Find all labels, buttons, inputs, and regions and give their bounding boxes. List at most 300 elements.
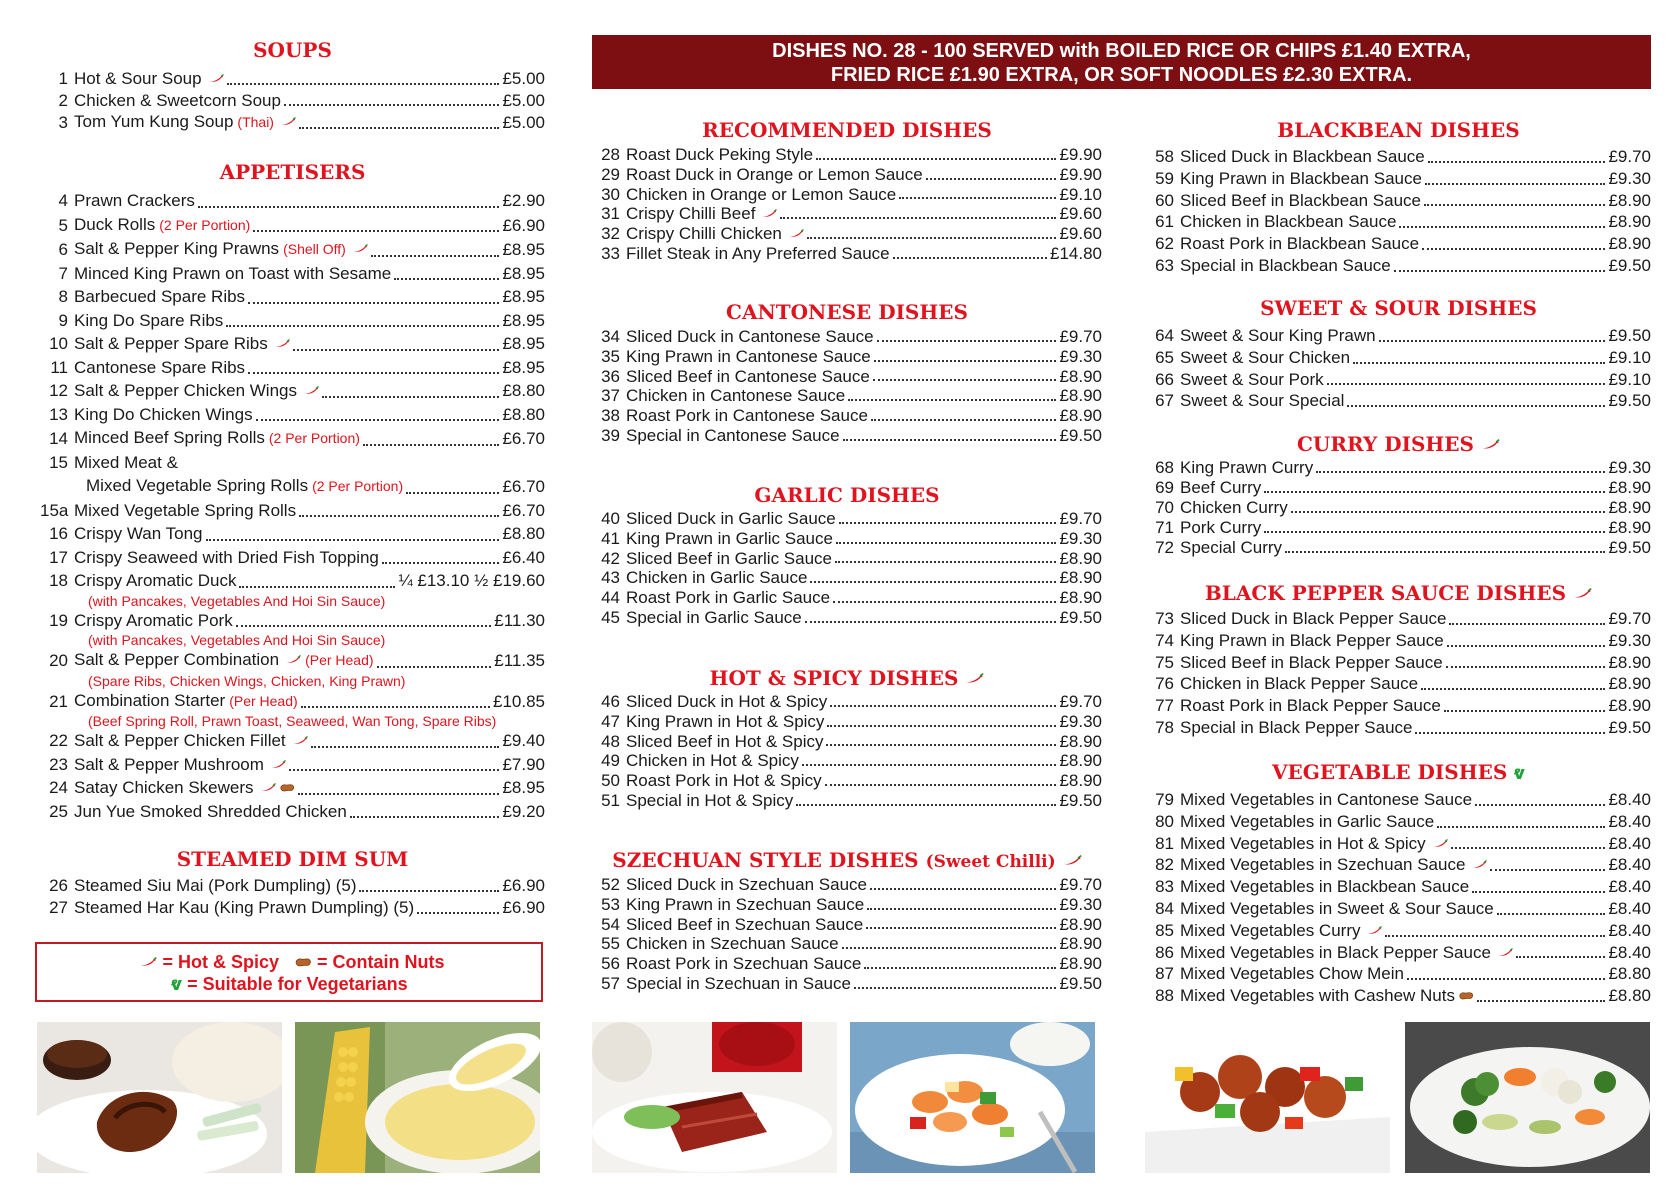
item-name: Sliced Beef in Szechuan Sauce (626, 914, 864, 934)
leader-dots (1472, 891, 1605, 893)
item-name: Special in Szechuan in Sauce (626, 973, 851, 993)
leader-dots (1407, 978, 1605, 980)
menu-item (1146, 695, 1651, 717)
item-price: £5.00 (502, 69, 545, 88)
leader-dots (377, 666, 492, 668)
item-number: 82 (1155, 855, 1174, 875)
banner-line-2: FRIED RICE £1.90 EXTRA, OR SOFT NOODLES £2.30 EXTRA. (830, 64, 1413, 86)
item-name-text: Mixed Vegetables with Cashew Nuts (1180, 986, 1455, 1006)
menu-item (1146, 478, 1651, 498)
item-number: 35 (601, 346, 620, 366)
leader-dots (394, 278, 499, 280)
leader-dots (1385, 935, 1605, 937)
item-price: £9.30 (1059, 711, 1102, 731)
item-price: £7.90 (502, 754, 545, 774)
menu-item (1146, 898, 1651, 920)
item-price: £6.90 (502, 215, 545, 235)
leader-dots (382, 562, 500, 564)
item-note: (Thai) (237, 114, 274, 130)
item-price: £9.70 (1059, 875, 1102, 894)
item-name (74, 237, 368, 262)
item-name (74, 474, 403, 499)
item-name: Chicken Curry (1180, 498, 1288, 517)
item-name: King Prawn in Blackbean Sauce (1180, 168, 1422, 188)
menu-item (40, 648, 545, 673)
item-number: 78 (1155, 717, 1174, 737)
chili-icon (270, 760, 286, 769)
item-number: 80 (1155, 811, 1174, 831)
item-number: 57 (601, 973, 620, 993)
item-name: Chicken & Sweetcorn Soup (74, 90, 281, 110)
menu-item (1146, 190, 1651, 212)
item-number: 13 (49, 404, 68, 424)
item-price: £9.50 (1059, 607, 1102, 627)
item-number: 71 (1155, 518, 1174, 537)
item-price: £8.80 (502, 524, 545, 543)
item-name: Sliced Duck in Hot & Spicy (626, 692, 828, 711)
item-number: 70 (1155, 498, 1174, 517)
item-price: £8.95 (502, 287, 545, 306)
menu-item (1146, 255, 1651, 277)
item-price: £6.40 (502, 547, 545, 567)
menu-item (1146, 233, 1651, 255)
item-price: £9.30 (1059, 528, 1102, 548)
item-price: £8.90 (1608, 478, 1651, 497)
nut-icon (1458, 991, 1474, 1000)
item-name-text: Mixed Vegetables Curry (1180, 920, 1361, 940)
leader-dots (1353, 362, 1605, 364)
leader-dots (256, 419, 500, 421)
item-note: (Per Head) (305, 652, 374, 668)
leader-dots (1490, 869, 1605, 871)
item-name: Pork Curry (1180, 518, 1262, 537)
item-name: Barbecued Spare Ribs (74, 287, 246, 306)
menu-item (592, 588, 1102, 608)
item-name-text: Mixed Vegetables in Black Pepper Sauce (1180, 942, 1491, 962)
item-price: £8.40 (1608, 811, 1651, 831)
menu-item (1146, 325, 1651, 347)
item-price: £9.30 (1059, 346, 1102, 366)
leader-dots (371, 255, 500, 257)
section-title-text: BLACK PEPPER SAUCE DISHES (1204, 581, 1567, 605)
item-name: Fillet Steak in Any Preferred Sauce (626, 243, 890, 263)
item-name: Sliced Duck in Black Pepper Sauce (1180, 609, 1447, 628)
menu-item (592, 367, 1102, 387)
item-price: £9.50 (1608, 326, 1651, 345)
leader-dots (1394, 270, 1606, 272)
item-price: £9.50 (1059, 790, 1102, 810)
item-name-text: Mixed Vegetables in Szechuan Sauce (1180, 855, 1466, 875)
item-name: Roast Pork in Hot & Spicy (626, 771, 822, 791)
item-price: £8.40 (1608, 898, 1651, 918)
item-name-text: Combination Starter (74, 690, 226, 710)
item-price: £8.40 (1608, 790, 1651, 809)
item-price: £9.50 (1608, 538, 1651, 557)
item-name (74, 776, 295, 800)
menu-item (40, 499, 545, 523)
item-name: Roast Duck Peking Style (626, 145, 814, 164)
item-price: £9.60 (1059, 204, 1102, 224)
menu-item (592, 549, 1102, 569)
menu-item (40, 569, 545, 593)
recommended-list (592, 145, 1102, 264)
menu-item (592, 347, 1102, 367)
item-name: King Do Spare Ribs (74, 310, 224, 330)
item-name: Cantonese Spare Ribs (74, 357, 246, 377)
chili-icon (352, 244, 368, 253)
leader-dots (1422, 248, 1605, 250)
item-name-text: Duck Rolls (74, 214, 156, 234)
item-name (74, 68, 224, 90)
menu-item (1146, 673, 1651, 695)
item-price: £8.80 (1608, 986, 1651, 1006)
leader-dots (873, 379, 1057, 381)
item-number: 30 (601, 184, 620, 204)
item-name: Sweet & Sour Pork (1180, 369, 1324, 389)
menu-item (592, 692, 1102, 712)
item-price: £9.20 (502, 801, 545, 821)
section-title-curry (1146, 431, 1651, 457)
menu-item (592, 974, 1102, 994)
item-number: 25 (49, 801, 68, 821)
menu-item (1146, 942, 1651, 964)
item-number: 79 (1155, 790, 1174, 809)
item-number: 45 (601, 607, 620, 627)
item-price: £9.50 (1608, 255, 1651, 275)
leader-dots (284, 104, 500, 106)
leader-dots (363, 444, 500, 446)
leader-dots (833, 601, 1056, 603)
item-name: Chicken in Orange or Lemon Sauce (626, 184, 897, 204)
item-name-text: Minced Beef Spring Rolls (74, 428, 265, 447)
item-number: 53 (601, 894, 620, 914)
leader-dots (1446, 666, 1606, 668)
item-note: (2 Per Portion) (268, 430, 360, 446)
leader-dots (1428, 161, 1606, 163)
menu-item (1146, 876, 1651, 898)
menu-item (592, 165, 1102, 185)
item-number: 60 (1155, 190, 1174, 210)
menu-item (592, 732, 1102, 752)
item-name: Chicken in Black Pepper Sauce (1180, 674, 1419, 694)
item-number: 56 (601, 954, 620, 974)
item-number: 14 (49, 429, 68, 448)
item-price: £9.70 (1059, 327, 1102, 346)
nut-icon (294, 957, 312, 967)
item-number: 40 (601, 509, 620, 528)
section-title-black-pepper (1146, 580, 1651, 606)
menu-item (1146, 630, 1651, 652)
leader-dots (1421, 688, 1605, 690)
item-number: 42 (601, 548, 620, 568)
item-price: £11.35 (494, 651, 545, 670)
menu-item (1146, 789, 1651, 811)
item-price: £8.90 (1059, 914, 1102, 934)
leader-dots (198, 206, 500, 208)
chili-icon (280, 117, 296, 126)
menu-item (40, 522, 545, 546)
menu-item (1146, 833, 1651, 855)
item-name: King Prawn in Garlic Sauce (626, 528, 833, 548)
item-name: Sliced Beef in Garlic Sauce (626, 548, 832, 568)
chili-icon (1572, 588, 1592, 599)
item-name (74, 213, 250, 238)
blackbean-list (1146, 146, 1651, 277)
menu-item (592, 406, 1102, 426)
menu-item (40, 237, 545, 262)
item-note: (Per Head) (229, 692, 298, 709)
item-name: Sliced Duck in Cantonese Sauce (626, 327, 874, 346)
item-number: 15 (49, 452, 68, 472)
section-title-vegetable (1146, 759, 1651, 785)
item-number: 3 (58, 113, 68, 132)
leader-dots (301, 706, 490, 708)
chili-icon (964, 673, 984, 684)
item-number: 24 (49, 778, 68, 797)
menu-item (592, 568, 1102, 588)
item-number: 67 (1155, 391, 1174, 411)
item-subnote: (with Pancakes, Vegetables And Hoi Sin Sauce) (88, 592, 386, 609)
leader-dots (239, 586, 395, 588)
leader-dots (796, 804, 1056, 806)
menu-item (1146, 652, 1651, 674)
menu-item (1146, 458, 1651, 478)
leader-dots (350, 816, 500, 818)
dimsum-list (40, 875, 545, 919)
item-name-text: Salt & Pepper Chicken Fillet (74, 731, 286, 750)
leader-dots (805, 621, 1057, 623)
menu-item (1146, 538, 1651, 558)
menu-item (592, 145, 1102, 165)
item-name: Jun Yue Smoked Shredded Chicken (74, 801, 347, 821)
item-name (74, 648, 374, 673)
legend-box (35, 942, 543, 1002)
menu-item (592, 712, 1102, 732)
chili-icon (208, 74, 224, 83)
item-name-text: Salt & Pepper Mushroom (74, 754, 264, 774)
item-number: 18 (49, 571, 68, 590)
item-number: 87 (1155, 964, 1174, 984)
item-name: Special Curry (1180, 538, 1283, 557)
leader-dots (1415, 732, 1605, 734)
leader-dots (810, 581, 1056, 583)
item-price: ¼ £13.10 ½ £19.60 (398, 571, 545, 590)
item-name: Roast Pork in Garlic Sauce (626, 588, 831, 608)
photo-sweetcorn-soup (295, 1022, 540, 1173)
leader-dots (1497, 913, 1606, 915)
menu-item (40, 262, 545, 286)
leader-dots (866, 927, 1056, 929)
leader-dots (298, 793, 500, 795)
chili-icon (274, 339, 290, 348)
item-price: £8.40 (1608, 942, 1651, 962)
section-title-text: HOT & SPICY DISHES (709, 666, 959, 690)
photo-sweet-sour-prawns (850, 1022, 1095, 1173)
item-subnote: (with Pancakes, Vegetables And Hoi Sin Sauce) (88, 632, 386, 648)
item-name: Sliced Duck in Garlic Sauce (626, 509, 836, 528)
item-number: 10 (49, 334, 68, 353)
item-name: Mixed Vegetables Chow Mein (1180, 964, 1404, 984)
item-name: Roast Pork in Cantonese Sauce (626, 406, 868, 426)
leader-dots (1379, 340, 1606, 342)
item-price: £6.70 (502, 477, 545, 496)
item-name: Chicken in Blackbean Sauce (1180, 212, 1397, 232)
item-number: 54 (601, 914, 620, 934)
item-number: 84 (1155, 898, 1174, 918)
menu-item (592, 954, 1102, 974)
chili-icon (1366, 926, 1382, 935)
item-price: £8.90 (1608, 498, 1651, 517)
item-note: (Shell Off) (283, 241, 346, 257)
legend-nuts: = Contain Nuts (317, 952, 445, 972)
leader-dots (293, 349, 500, 351)
nut-icon (279, 783, 295, 792)
item-name: Sweet & Sour King Prawn (1180, 326, 1376, 345)
item-number: 8 (58, 287, 68, 306)
item-price: £8.90 (1608, 234, 1651, 254)
item-name: King Prawn in Szechuan Sauce (626, 894, 865, 914)
item-number: 83 (1155, 877, 1174, 897)
item-number: 86 (1155, 942, 1174, 962)
chili-icon (1497, 948, 1513, 957)
menu-item (1146, 498, 1651, 518)
item-price: £9.30 (1608, 458, 1651, 477)
menu-item (1146, 347, 1651, 369)
item-name-text: Hot & Sour Soup (74, 69, 202, 88)
item-price: £9.10 (1608, 347, 1651, 367)
item-name: King Do Chicken Wings (74, 404, 253, 424)
item-name: Special in Garlic Sauce (626, 607, 802, 627)
item-price: £8.90 (1608, 652, 1651, 672)
menu-item (1146, 920, 1651, 942)
item-number: 52 (601, 875, 620, 894)
item-number: 76 (1155, 674, 1174, 694)
item-price: £8.95 (502, 263, 545, 283)
item-name (74, 729, 308, 753)
item-name: Steamed Siu Mai (Pork Dumpling) (5) (74, 876, 357, 895)
item-price: £9.30 (1059, 894, 1102, 914)
item-number: 46 (601, 692, 620, 711)
menu-item (40, 753, 545, 777)
leader-dots (1444, 710, 1606, 712)
leader-dots (1516, 956, 1606, 958)
item-price: £8.95 (502, 240, 545, 259)
item-number: 48 (601, 731, 620, 751)
item-number: 29 (601, 164, 620, 184)
leader-dots (1425, 183, 1606, 185)
rice-noodles-banner (592, 35, 1651, 89)
item-price: £8.90 (1608, 696, 1651, 716)
item-number: 7 (58, 263, 68, 283)
item-number: 32 (601, 224, 620, 244)
appetisers-list (40, 189, 545, 823)
section-title-cantonese: CANTONESE DISHES (726, 300, 968, 324)
item-number: 26 (49, 876, 68, 895)
leader-dots (322, 396, 499, 398)
leader-dots (826, 744, 1056, 746)
item-price: £10.85 (493, 691, 545, 711)
section-title-hot-spicy (592, 665, 1102, 691)
item-name (1180, 833, 1448, 855)
chili-icon (1062, 855, 1082, 866)
item-price: £8.90 (1059, 568, 1102, 588)
item-name: Crispy Aromatic Duck (74, 571, 237, 590)
item-number: 16 (49, 524, 68, 543)
leader-dots (1285, 551, 1605, 553)
item-name (74, 111, 296, 134)
item-number: 43 (601, 568, 620, 588)
menu-item (40, 68, 545, 90)
leader-dots (835, 561, 1056, 563)
item-price: £9.90 (1059, 164, 1102, 184)
menu-item (40, 332, 545, 356)
item-name: Prawn Crackers (74, 191, 195, 210)
item-name (74, 753, 286, 777)
item-name (1180, 854, 1487, 876)
chili-icon (292, 736, 308, 745)
item-name: Chicken in Garlic Sauce (626, 568, 808, 588)
item-price: £8.90 (1059, 548, 1102, 568)
leader-dots (807, 237, 1057, 239)
leader-dots (816, 158, 1056, 160)
chili-icon (788, 229, 804, 238)
menu-item (592, 875, 1102, 895)
menu-item (40, 379, 545, 403)
menu-item (592, 791, 1102, 811)
item-price: £6.70 (502, 500, 545, 520)
item-number: 41 (601, 528, 620, 548)
item-number: 61 (1155, 212, 1174, 232)
item-price: £9.50 (1059, 425, 1102, 445)
item-name-text: Tom Yum Kung Soup (74, 112, 234, 131)
item-name: Minced King Prawn on Toast with Sesame (74, 263, 392, 283)
item-name: Chicken in Szechuan Sauce (626, 934, 839, 954)
item-number: 15a (40, 500, 69, 520)
leader-dots (359, 890, 499, 892)
item-price: £6.70 (502, 429, 545, 448)
leader-dots (827, 725, 1056, 727)
leader-dots (299, 515, 499, 517)
item-number: 50 (601, 771, 620, 791)
item-number: 66 (1155, 369, 1174, 389)
leader-dots (874, 360, 1057, 362)
leaf-icon: ⱴ (1513, 763, 1526, 784)
item-name-text: Crispy Chilli Chicken (626, 224, 782, 244)
item-number: 44 (601, 588, 620, 608)
item-number: 63 (1155, 255, 1174, 275)
item-name: Sweet & Sour Chicken (1180, 347, 1351, 367)
item-number: 28 (601, 145, 620, 164)
item-number: 37 (601, 386, 620, 406)
menu-item (40, 689, 545, 714)
item-number: 27 (49, 898, 68, 917)
item-number: 20 (49, 651, 68, 670)
item-name: Roast Pork in Blackbean Sauce (1180, 234, 1420, 254)
leader-dots (1475, 804, 1605, 806)
item-number: 62 (1155, 234, 1174, 254)
item-price: £9.40 (502, 731, 545, 750)
item-number: 17 (49, 547, 68, 567)
leader-dots (825, 784, 1057, 786)
item-price: £8.90 (1059, 366, 1102, 386)
menu-item (40, 800, 545, 824)
menu-item (592, 426, 1102, 446)
item-number: 12 (49, 381, 68, 400)
garlic-list (592, 509, 1102, 628)
item-number: 73 (1155, 609, 1174, 628)
leader-dots (248, 372, 499, 374)
leader-dots (836, 542, 1057, 544)
